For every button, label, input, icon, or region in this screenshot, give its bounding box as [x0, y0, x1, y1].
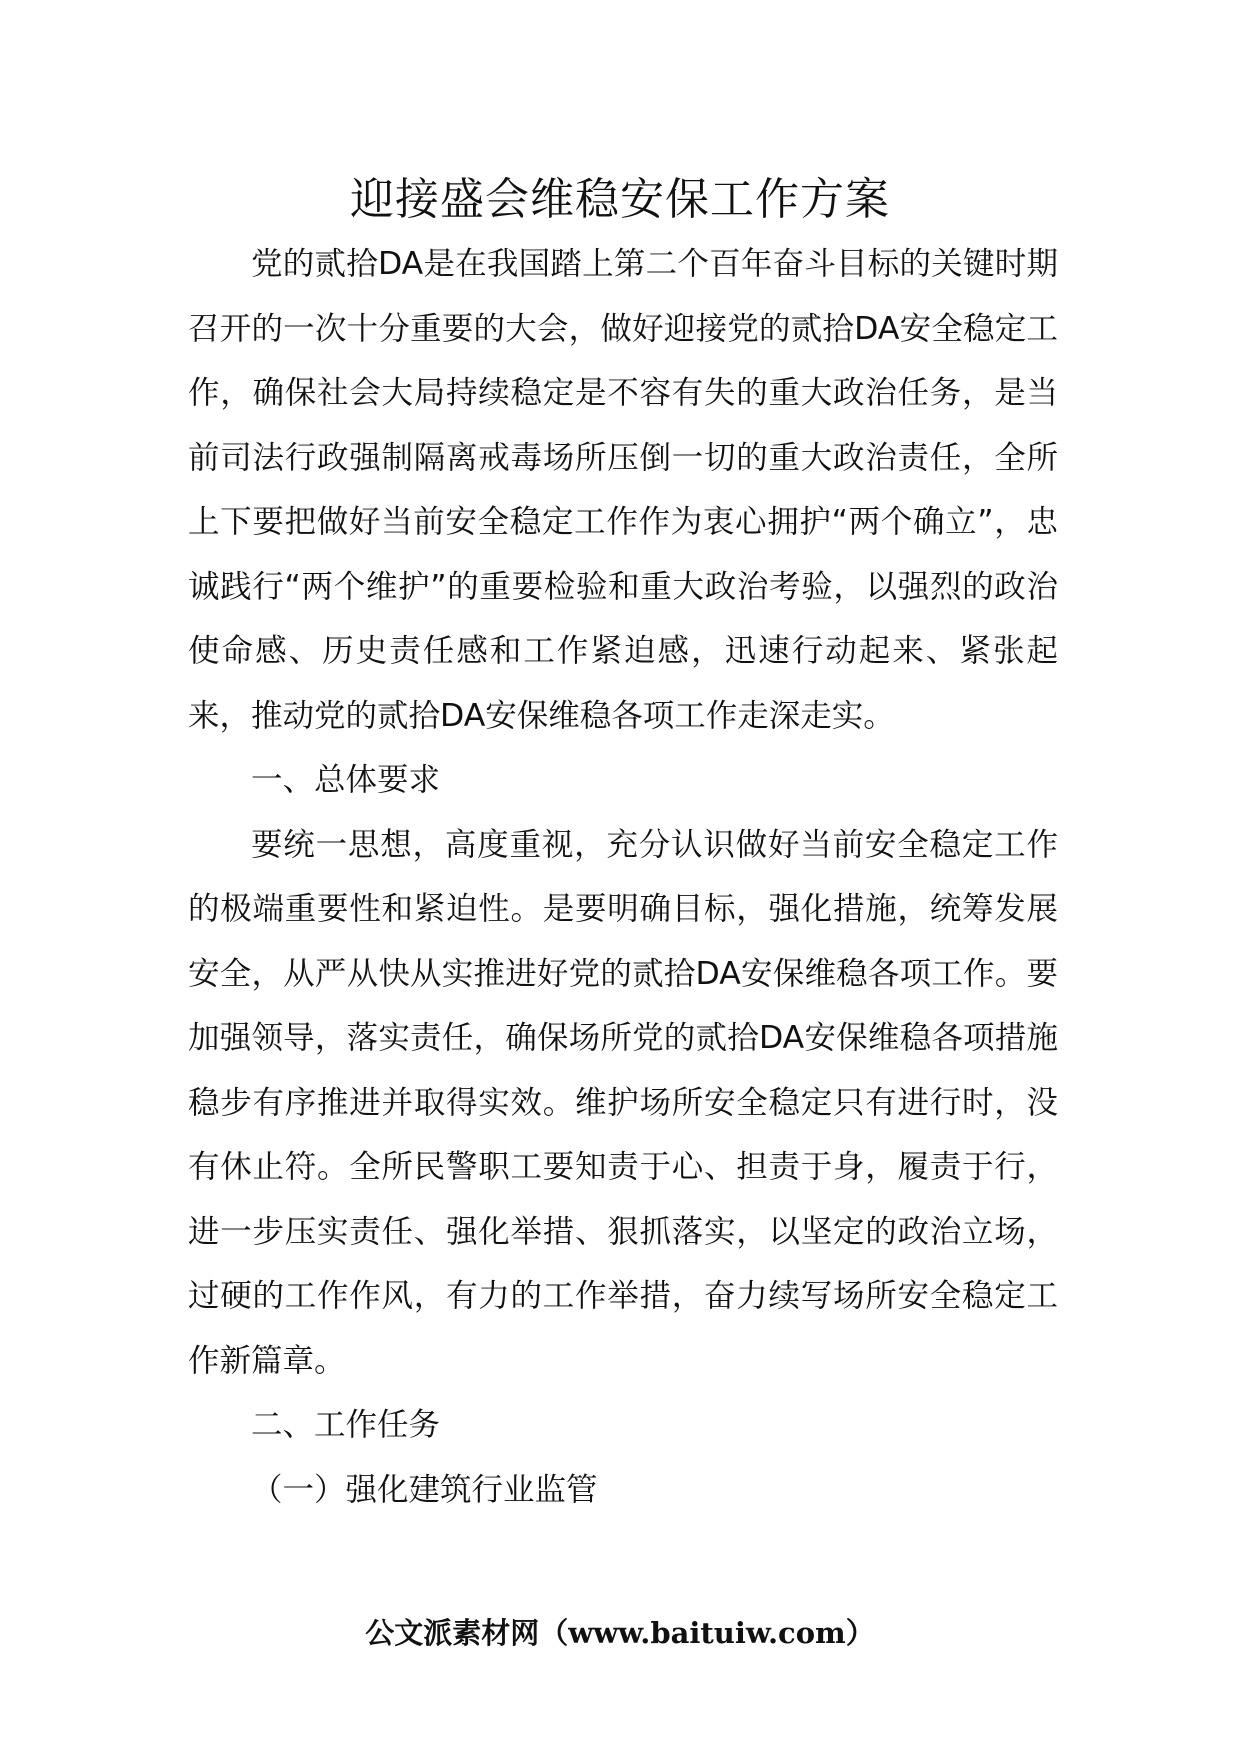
section-1-paragraph: 要统一思想，高度重视，充分认识做好当前安全稳定工作的极端重要性和紧迫性。是要明确目标，强化措施，统筹发展安全，从严从快从实推进好党的贰拾DA安保维稳各项工作。要加强领导，落实责任，确保场所党的贰拾DA安保维稳各项措施稳步有序推进并取得实效。维护场所安全稳定只有进行时，没有休止符。全所民警职工要知责于心、担责于身，履责于行，进一步压实责任、强化举措、狠抓落实，以坚定的政治立场，过硬的工作作风，有力的工作举措，奋力续写场所安全稳定工作新篇章。	[188, 826, 1058, 1379]
document-body	[188, 232, 1058, 1522]
section-heading-2: 二、工作任务	[251, 1407, 441, 1443]
document-title: 迎接盛会维稳安保工作方案	[350, 174, 890, 225]
subsection-heading-1: （一）强化建筑行业监管	[251, 1471, 598, 1508]
intro-paragraph: 党的贰拾DA是在我国踏上第二个百年奋斗目标的关键时期召开的一次十分重要的大会，做好迎接党的贰拾DA安全稳定工作，确保社会大局持续稳定是不容有失的重大政治任务，是当前司法行政强制隔离戒毒场所压倒一切的重大政治责任，全所上下要把做好当前安全稳定工作作为衷心拥护“两个确立”，忠诚践行“两个维护”的重要检验和重大政治考验，以强烈的政治使命感、历史责任感和工作紧迫感，迅速行动起来、紧张起来，推动党的贰拾DA安保维稳各项工作走深走实。	[188, 246, 1058, 734]
footer-watermark: 公文派素材网（www.baituiw.com）	[365, 1616, 875, 1650]
section-heading-1: 一、总体要求	[251, 762, 441, 798]
